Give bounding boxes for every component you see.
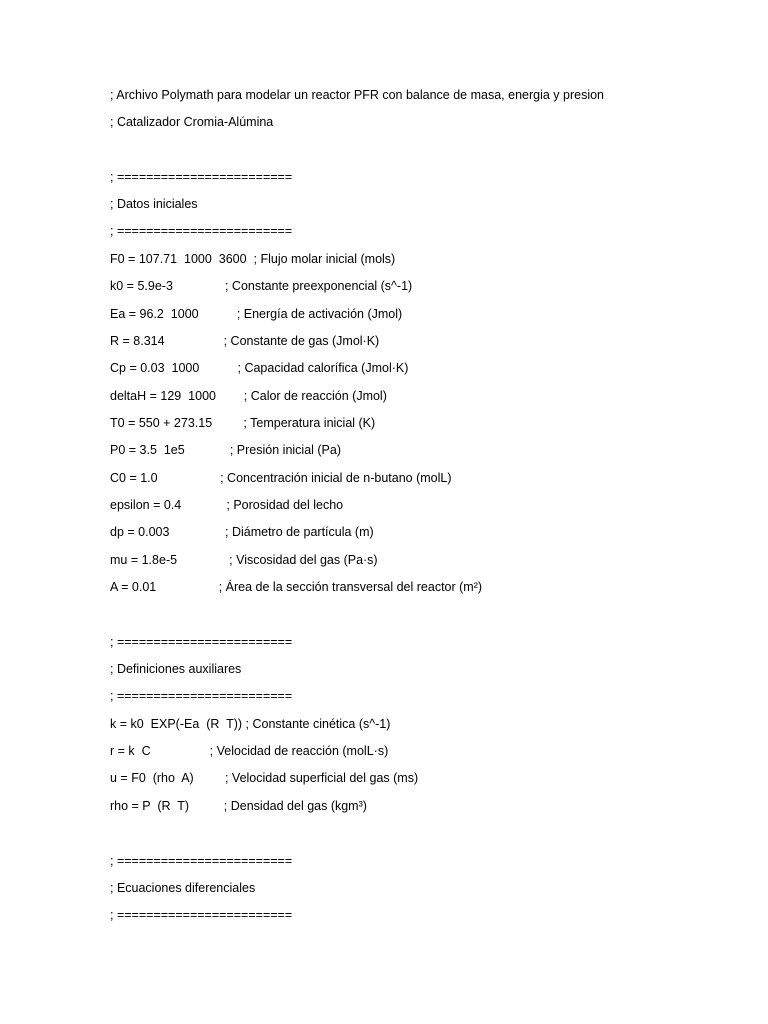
- code-line-u: u = F0 (rho A) ; Velocidad superficial del gas (ms): [110, 771, 419, 785]
- code-line-k: k = k0 EXP(-Ea (R T)) ; Constante cinética (s^-1): [110, 717, 391, 731]
- code-line-cp: Cp = 0.03 1000 ; Capacidad calorífica (Jmol·K): [110, 361, 409, 375]
- code-line-rate: r = k C ; Velocidad de reacción (molL·s): [110, 744, 389, 758]
- header-comment-title: ; Archivo Polymath para modelar un reactor PFR con balance de masa, energia y presion: [110, 88, 605, 102]
- code-line-ea: Ea = 96.2 1000 ; Energía de activación (Jmol): [110, 307, 403, 321]
- code-line-r: R = 8.314 ; Constante de gas (Jmol·K): [110, 334, 380, 348]
- code-line-a: A = 0.01 ; Área de la sección transversal del reactor (m²): [110, 580, 483, 594]
- header-comment-catalyst: ; Catalizador Cromia-Alúmina: [110, 115, 274, 129]
- code-line-deltah: deltaH = 129 1000 ; Calor de reacción (Jmol): [110, 389, 387, 403]
- code-line-f0: F0 = 107.71 1000 3600 ; Flujo molar inicial (mols): [110, 252, 396, 266]
- section-title-datos-iniciales: ; Datos iniciales: [110, 197, 198, 211]
- section-separator: ; ========================: [110, 635, 293, 649]
- section-separator: ; ========================: [110, 170, 293, 184]
- code-line-dp: dp = 0.003 ; Diámetro de partícula (m): [110, 525, 374, 539]
- code-line-rho: rho = P (R T) ; Densidad del gas (kgm³): [110, 799, 367, 813]
- code-line-k0: k0 = 5.9e-3 ; Constante preexponencial (s^-1): [110, 279, 413, 293]
- section-separator: ; ========================: [110, 908, 293, 922]
- code-line-p0: P0 = 3.5 1e5 ; Presión inicial (Pa): [110, 443, 342, 457]
- section-separator: ; ========================: [110, 854, 293, 868]
- code-line-epsilon: epsilon = 0.4 ; Porosidad del lecho: [110, 498, 344, 512]
- code-line-mu: mu = 1.8e-5 ; Viscosidad del gas (Pa·s): [110, 553, 378, 567]
- section-title-ecuaciones-diferenciales: ; Ecuaciones diferenciales: [110, 881, 256, 895]
- section-separator: ; ========================: [110, 224, 293, 238]
- code-line-c0: C0 = 1.0 ; Concentración inicial de n-butano (molL): [110, 471, 452, 485]
- section-title-definiciones-auxiliares: ; Definiciones auxiliares: [110, 662, 242, 676]
- section-separator: ; ========================: [110, 689, 293, 703]
- code-line-t0: T0 = 550 + 273.15 ; Temperatura inicial (K): [110, 416, 376, 430]
